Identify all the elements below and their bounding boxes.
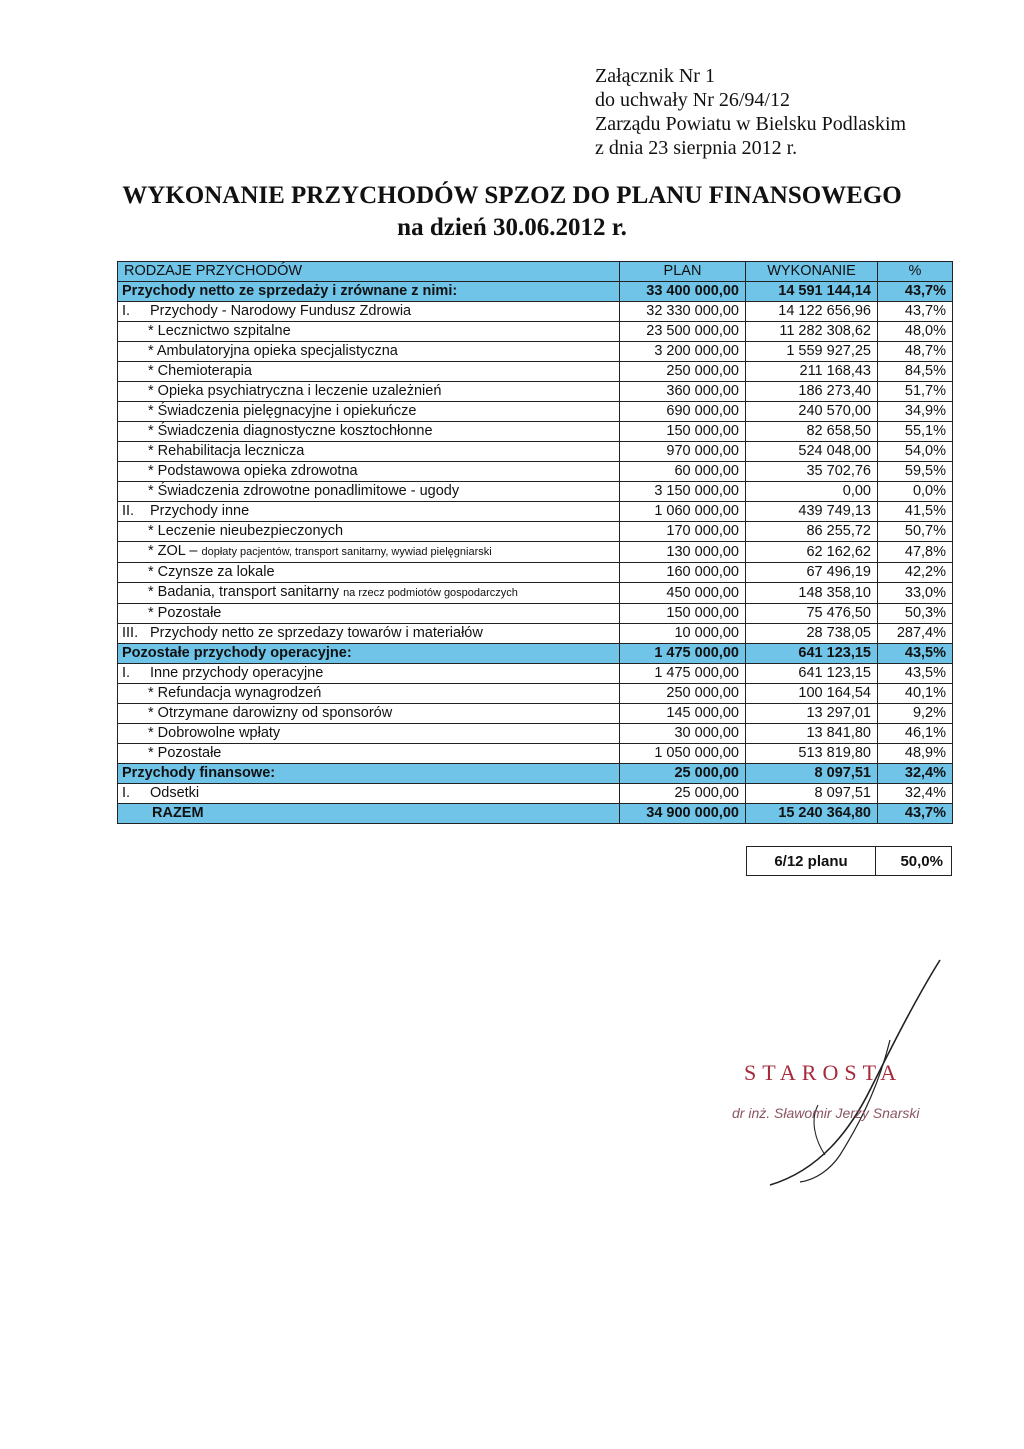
row-plan-value: 1 060 000,00 [620,502,746,522]
row-percent-value: 40,1% [878,684,953,704]
row-execution-value: 1 559 927,25 [746,342,878,362]
row-plan-value: 3 200 000,00 [620,342,746,362]
table-row [118,583,953,604]
row-label: * Refundacja wynagrodzeń [148,685,322,701]
row-execution-value: 641 123,15 [746,644,878,664]
row-name [118,402,620,422]
row-execution-value: 8 097,51 [746,784,878,804]
table-row [118,784,953,804]
row-plan-value: 25 000,00 [620,784,746,804]
row-label: Odsetki [150,785,200,801]
row-label: * Świadczenia diagnostyczne kosztochłonne [148,423,433,439]
row-plan-value: 33 400 000,00 [620,282,746,302]
row-execution-value: 13 297,01 [746,704,878,724]
row-execution-value: 8 097,51 [746,764,878,784]
row-label: * Czynsze za lokale [148,564,275,580]
row-roman-numeral: I. [122,303,131,319]
row-execution-value: 0,00 [746,482,878,502]
row-name [118,664,620,684]
row-label: * Pozostałe [148,745,222,761]
row-percent-value: 287,4% [878,624,953,644]
row-execution-value: 82 658,50 [746,422,878,442]
table-row [118,342,953,362]
row-name [118,563,620,583]
row-plan-value: 1 475 000,00 [620,644,746,664]
row-label: * Pozostałe [148,605,222,621]
row-roman-numeral: I. [122,785,131,801]
row-execution-value: 15 240 364,80 [746,804,878,824]
document-subtitle: na dzień 30.06.2012 r. [397,214,627,241]
row-label: * Rehabilitacja lecznicza [148,443,305,459]
row-percent-value: 43,7% [878,302,953,322]
row-plan-value: 30 000,00 [620,724,746,744]
table-row [118,664,953,684]
row-label: * Opieka psychiatryczna i leczenie uzależnień [148,383,442,399]
row-percent-value: 84,5% [878,362,953,382]
row-label: * Badania, transport sanitarny [148,584,344,600]
total-row [118,804,953,824]
row-execution-value: 186 273,40 [746,382,878,402]
row-plan-value: 145 000,00 [620,704,746,724]
table-row [118,604,953,624]
table-header-row [118,262,953,282]
row-name [118,462,620,482]
attachment-line: z dnia 23 sierpnia 2012 r. [595,137,798,159]
table-row [118,362,953,382]
row-execution-value: 62 162,62 [746,542,878,563]
row-execution-value: 148 358,10 [746,583,878,604]
row-roman-numeral: II. [122,503,135,519]
row-label: * Leczenie nieubezpieczonych [148,523,344,539]
row-name [118,704,620,724]
table-row [118,302,953,322]
row-name [118,724,620,744]
row-execution-value: 35 702,76 [746,462,878,482]
row-name [118,604,620,624]
row-plan-value: 690 000,00 [620,402,746,422]
row-name [118,804,620,824]
row-roman-numeral: I. [122,665,131,681]
table-row [118,382,953,402]
table-row [118,462,953,482]
table-row [118,563,953,583]
row-execution-value: 439 749,13 [746,502,878,522]
row-name [118,764,620,784]
table-row [118,522,953,542]
row-percent-value: 51,7% [878,382,953,402]
revenue-table [117,261,953,824]
attachment-line: Załącznik Nr 1 [595,65,715,87]
row-roman-numeral: III. [122,625,139,641]
row-name [118,382,620,402]
row-percent-value: 48,7% [878,342,953,362]
row-plan-value: 150 000,00 [620,422,746,442]
attachment-line: Zarządu Powiatu w Bielsku Podlaskim [595,113,907,135]
row-execution-value: 100 164,54 [746,684,878,704]
row-plan-value: 250 000,00 [620,684,746,704]
row-percent-value: 43,5% [878,664,953,684]
column-header-execution: WYKONANIE [746,262,878,282]
table-row [118,684,953,704]
row-percent-value: 42,2% [878,563,953,583]
row-plan-value: 360 000,00 [620,382,746,402]
row-name [118,784,620,804]
row-name [118,302,620,322]
row-plan-value: 32 330 000,00 [620,302,746,322]
row-name [118,644,620,664]
table-row [118,704,953,724]
row-percent-value: 43,5% [878,644,953,664]
row-label: * Świadczenia zdrowotne ponadlimitowe - ugody [148,483,460,499]
row-label: * Chemioterapia [148,363,252,379]
section-row [118,282,953,302]
row-percent-value: 43,7% [878,804,953,824]
row-label: * ZOL – [148,543,202,559]
column-header-type: RODZAJE PRZYCHODÓW [118,262,620,282]
row-percent-value: 48,0% [878,322,953,342]
row-plan-value: 170 000,00 [620,522,746,542]
row-label: * Dobrowolne wpłaty [148,725,281,741]
row-percent-value: 50,7% [878,522,953,542]
row-execution-value: 14 591 144,14 [746,282,878,302]
row-label: Inne przychody operacyjne [150,665,324,681]
row-percent-value: 50,3% [878,604,953,624]
row-plan-value: 970 000,00 [620,442,746,462]
column-header-plan: PLAN [620,262,746,282]
row-execution-value: 641 123,15 [746,664,878,684]
table-row [118,502,953,522]
table-row [118,624,953,644]
row-percent-value: 9,2% [878,704,953,724]
row-plan-value: 160 000,00 [620,563,746,583]
table-row [118,402,953,422]
attachment-note [595,64,1015,160]
row-name [118,522,620,542]
row-percent-value: 32,4% [878,764,953,784]
row-execution-value: 11 282 308,62 [746,322,878,342]
row-name [118,482,620,502]
row-plan-value: 1 050 000,00 [620,744,746,764]
row-percent-value: 48,9% [878,744,953,764]
row-percent-value: 55,1% [878,422,953,442]
row-plan-value: 150 000,00 [620,604,746,624]
row-label: Przychody finansowe: [122,765,276,781]
row-execution-value: 86 255,72 [746,522,878,542]
row-plan-value: 23 500 000,00 [620,322,746,342]
row-percent-value: 46,1% [878,724,953,744]
summary-label: 6/12 planu [747,847,876,876]
row-label: * Otrzymane darowizny od sponsorów [148,705,393,721]
section-row [118,644,953,664]
row-label: * Ambulatoryjna opieka specjalistyczna [148,343,398,359]
column-header-percent: % [878,262,953,282]
row-plan-value: 450 000,00 [620,583,746,604]
row-plan-value: 130 000,00 [620,542,746,563]
row-name [118,502,620,522]
row-percent-value: 41,5% [878,502,953,522]
row-execution-value: 14 122 656,96 [746,302,878,322]
table-row [118,482,953,502]
stamp-signer-name: dr inż. Sławomir Jerzy Snarski [732,1105,920,1121]
row-name [118,442,620,462]
table-body [118,282,953,824]
row-label: * Świadczenia pielęgnacyjne i opiekuńcze [148,403,417,419]
table-row [118,542,953,563]
row-plan-value: 60 000,00 [620,462,746,482]
row-execution-value: 67 496,19 [746,563,878,583]
row-plan-value: 34 900 000,00 [620,804,746,824]
table-row [118,422,953,442]
row-label: Przychody - Narodowy Fundusz Zdrowia [150,303,412,319]
row-plan-value: 25 000,00 [620,764,746,784]
row-label: * Lecznictwo szpitalne [148,323,291,339]
row-percent-value: 0,0% [878,482,953,502]
row-label: * Podstawowa opieka zdrowotna [148,463,358,479]
row-plan-value: 10 000,00 [620,624,746,644]
table-row [118,442,953,462]
row-execution-value: 524 048,00 [746,442,878,462]
row-execution-value: 240 570,00 [746,402,878,422]
summary-row [747,847,952,876]
row-name [118,422,620,442]
row-label: Pozostałe przychody operacyjne: [122,645,352,661]
row-plan-value: 250 000,00 [620,362,746,382]
row-label-detail: dopłaty pacjentów, transport sanitarny, wywiad pielęgniarski [201,546,492,558]
row-execution-value: 28 738,05 [746,624,878,644]
row-label: RAZEM [152,805,204,821]
summary-value: 50,0% [876,847,952,876]
row-plan-value: 1 475 000,00 [620,664,746,684]
row-name [118,362,620,382]
row-name [118,322,620,342]
row-name [118,542,620,563]
row-label: Przychody netto ze sprzedazy towarów i materiałów [150,625,483,641]
row-percent-value: 54,0% [878,442,953,462]
row-plan-value: 3 150 000,00 [620,482,746,502]
row-label: Przychody inne [150,503,250,519]
row-execution-value: 13 841,80 [746,724,878,744]
table-row [118,724,953,744]
row-percent-value: 43,7% [878,282,953,302]
row-execution-value: 513 819,80 [746,744,878,764]
row-name [118,583,620,604]
row-percent-value: 32,4% [878,784,953,804]
table-row [118,744,953,764]
row-name [118,744,620,764]
row-name [118,342,620,362]
row-execution-value: 211 168,43 [746,362,878,382]
plan-summary-box [746,846,952,876]
row-name [118,684,620,704]
row-label: Przychody netto ze sprzedaży i zrównane z nimi: [122,283,458,299]
row-percent-value: 33,0% [878,583,953,604]
attachment-line: do uchwały Nr 26/94/12 [595,89,790,111]
row-percent-value: 59,5% [878,462,953,482]
row-name [118,282,620,302]
row-label-detail: na rzecz podmiotów gospodarczych [343,587,518,599]
row-percent-value: 47,8% [878,542,953,563]
row-name [118,624,620,644]
row-percent-value: 34,9% [878,402,953,422]
table-row [118,322,953,342]
stamp-title: STAROSTA [744,1060,903,1085]
document-title: WYKONANIE PRZYCHODÓW SPZOZ DO PLANU FINANSOWEGO [122,182,902,209]
row-execution-value: 75 476,50 [746,604,878,624]
section-row [118,764,953,784]
